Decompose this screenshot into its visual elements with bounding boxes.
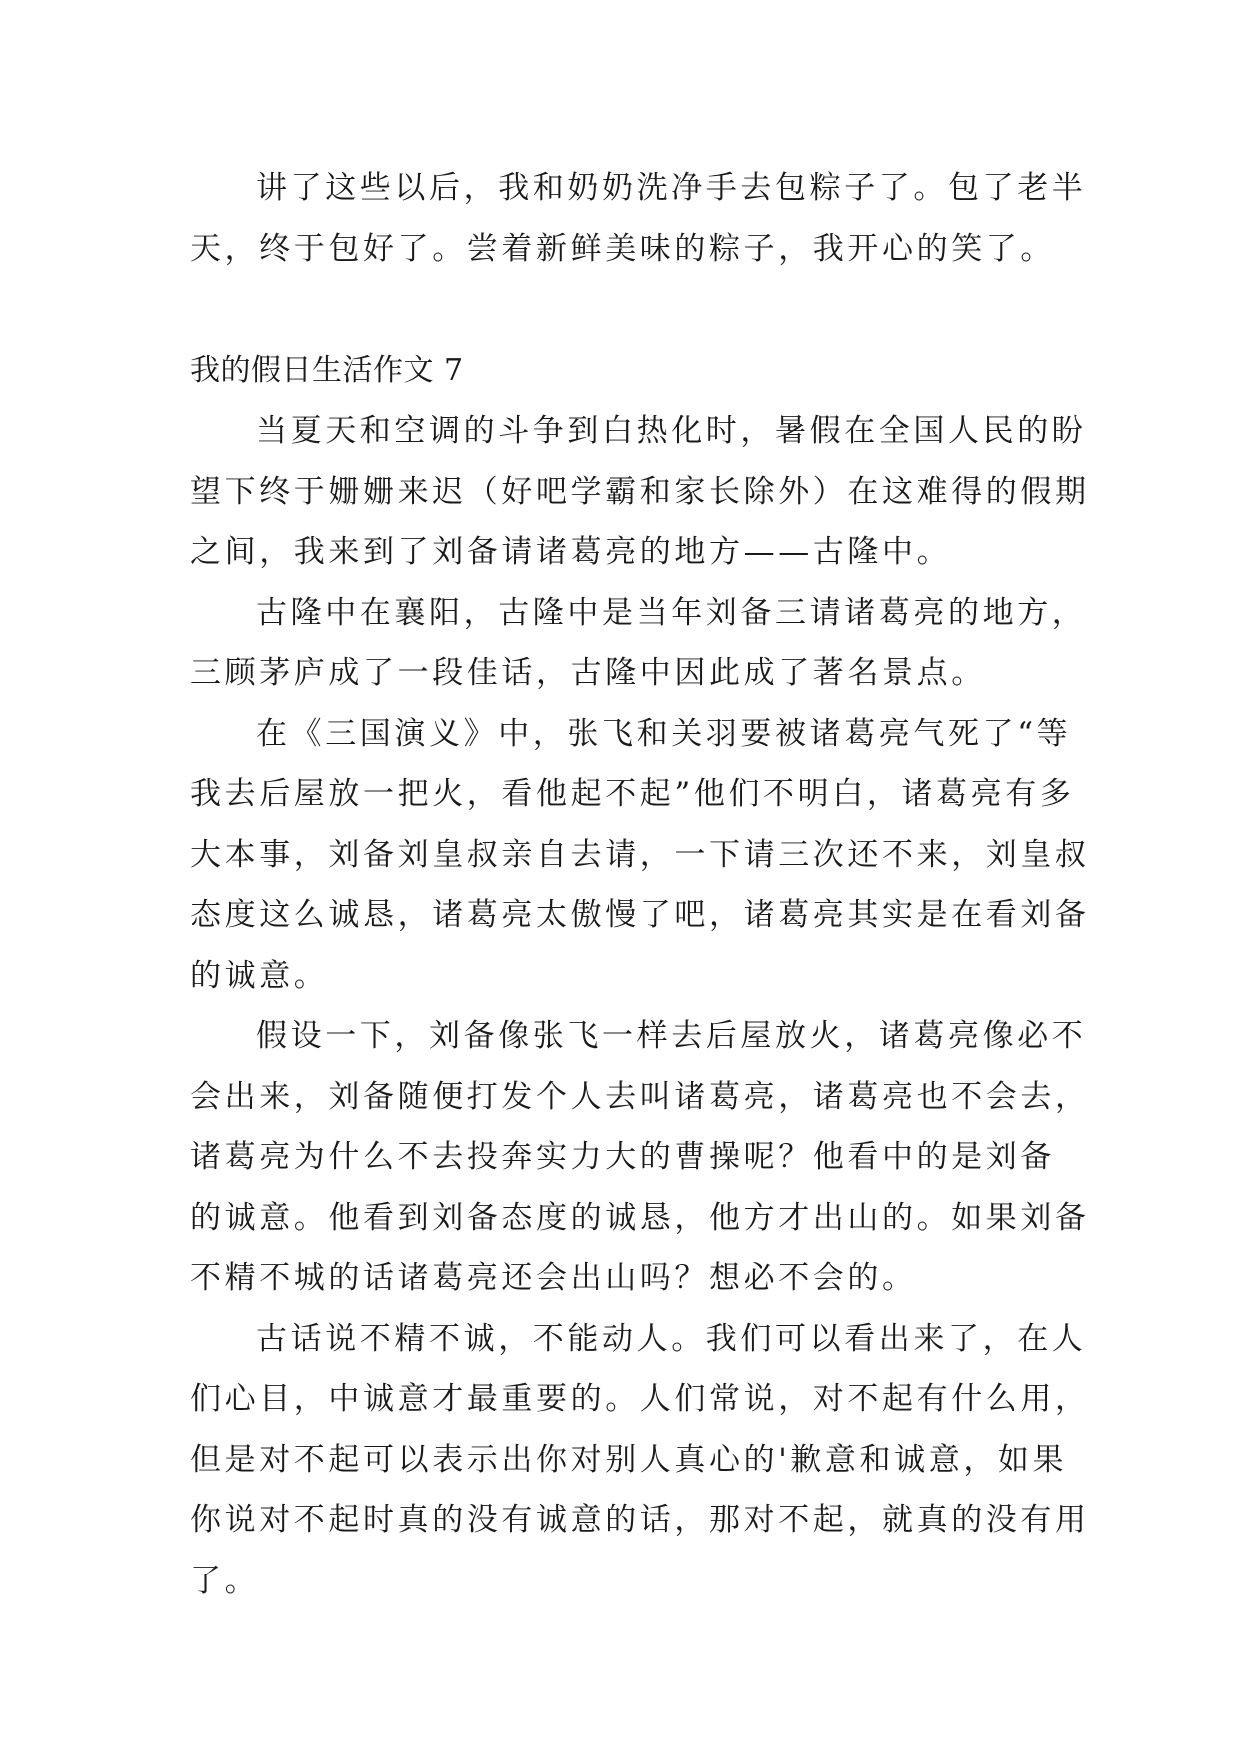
section-heading: 我的假日生活作文 7 [190, 353, 464, 388]
text-line: 假设一下，刘备像张飞一样去后屋放火，诸葛亮像必不 [256, 1018, 1087, 1054]
text-line: 会出来，刘备随便打发个人去叫诸葛亮，诸葛亮也不会去， [190, 1078, 1090, 1115]
text-line: 古隆中在襄阳，古隆中是当年刘备三请诸葛亮的地方， [256, 594, 1087, 631]
text-line: 大本事，刘备刘皇叔亲自去请，一下请三次还不来，刘皇叔 [190, 836, 1090, 873]
text-line: 之间，我来到了刘备请诸葛亮的地方——古隆中。 [190, 534, 952, 570]
paragraph-2 [190, 583, 1087, 704]
text-line: 们心目，中诚意才最重要的。人们常说，对不起有什么用， [190, 1381, 1090, 1417]
text-line: 但是对不起可以表示出你对别人真心的'歉意和诚意，如果 [190, 1441, 1068, 1478]
text-line: 了。 [190, 1562, 260, 1599]
text-line: 不精不城的话诸葛亮还会出山吗？想必不会的。 [190, 1260, 917, 1296]
text-line: 在《三国演义》中，张飞和关羽要被诸葛亮气死了“等 [256, 715, 1072, 752]
text-line: 古话说不精不诚，不能动人。我们可以看出来了，在人 [256, 1320, 1087, 1357]
text-line: 当夏天和空调的斗争到白热化时，暑假在全国人民的盼 [256, 413, 1087, 449]
text-line: 三顾茅庐成了一段佳话，古隆中因此成了著名景点。 [190, 655, 986, 691]
text-line: 讲了这些以后，我和奶奶洗净手去包粽子了。包了老半 [256, 170, 1087, 206]
paragraph-3 [190, 704, 1090, 1007]
text-line: 你说对不起时真的没有诚意的话，那对不起，就真的没有用 [190, 1502, 1090, 1538]
text-line: 天，终于包好了。尝着新鲜美味的粽子，我开心的笑了。 [190, 230, 1055, 267]
text-line: 的诚意。 [190, 957, 329, 994]
text-line: 诸葛亮为什么不去投奔实力大的曹操呢？他看中的是刘备 [190, 1139, 1055, 1175]
document-body [190, 158, 1090, 1611]
paragraph-5 [190, 1309, 1090, 1612]
text-line: 态度这么诚恳，诸葛亮太傲慢了吧，诸葛亮其实是在看刘备 [190, 897, 1090, 933]
paragraph-intro [190, 158, 1087, 279]
text-line: 望下终于姗姗来迟（好吧学霸和家长除外）在这难得的假期 [190, 473, 1090, 510]
paragraph-4 [190, 1006, 1090, 1309]
text-line: 我去后屋放一把火，看他起不起”他们不明白，诸葛亮有多 [190, 776, 1075, 812]
text-line: 的诚意。他看到刘备态度的诚恳，他方才出山的。如果刘备 [190, 1199, 1090, 1236]
paragraph-1 [190, 401, 1090, 583]
spacer [190, 279, 1050, 341]
